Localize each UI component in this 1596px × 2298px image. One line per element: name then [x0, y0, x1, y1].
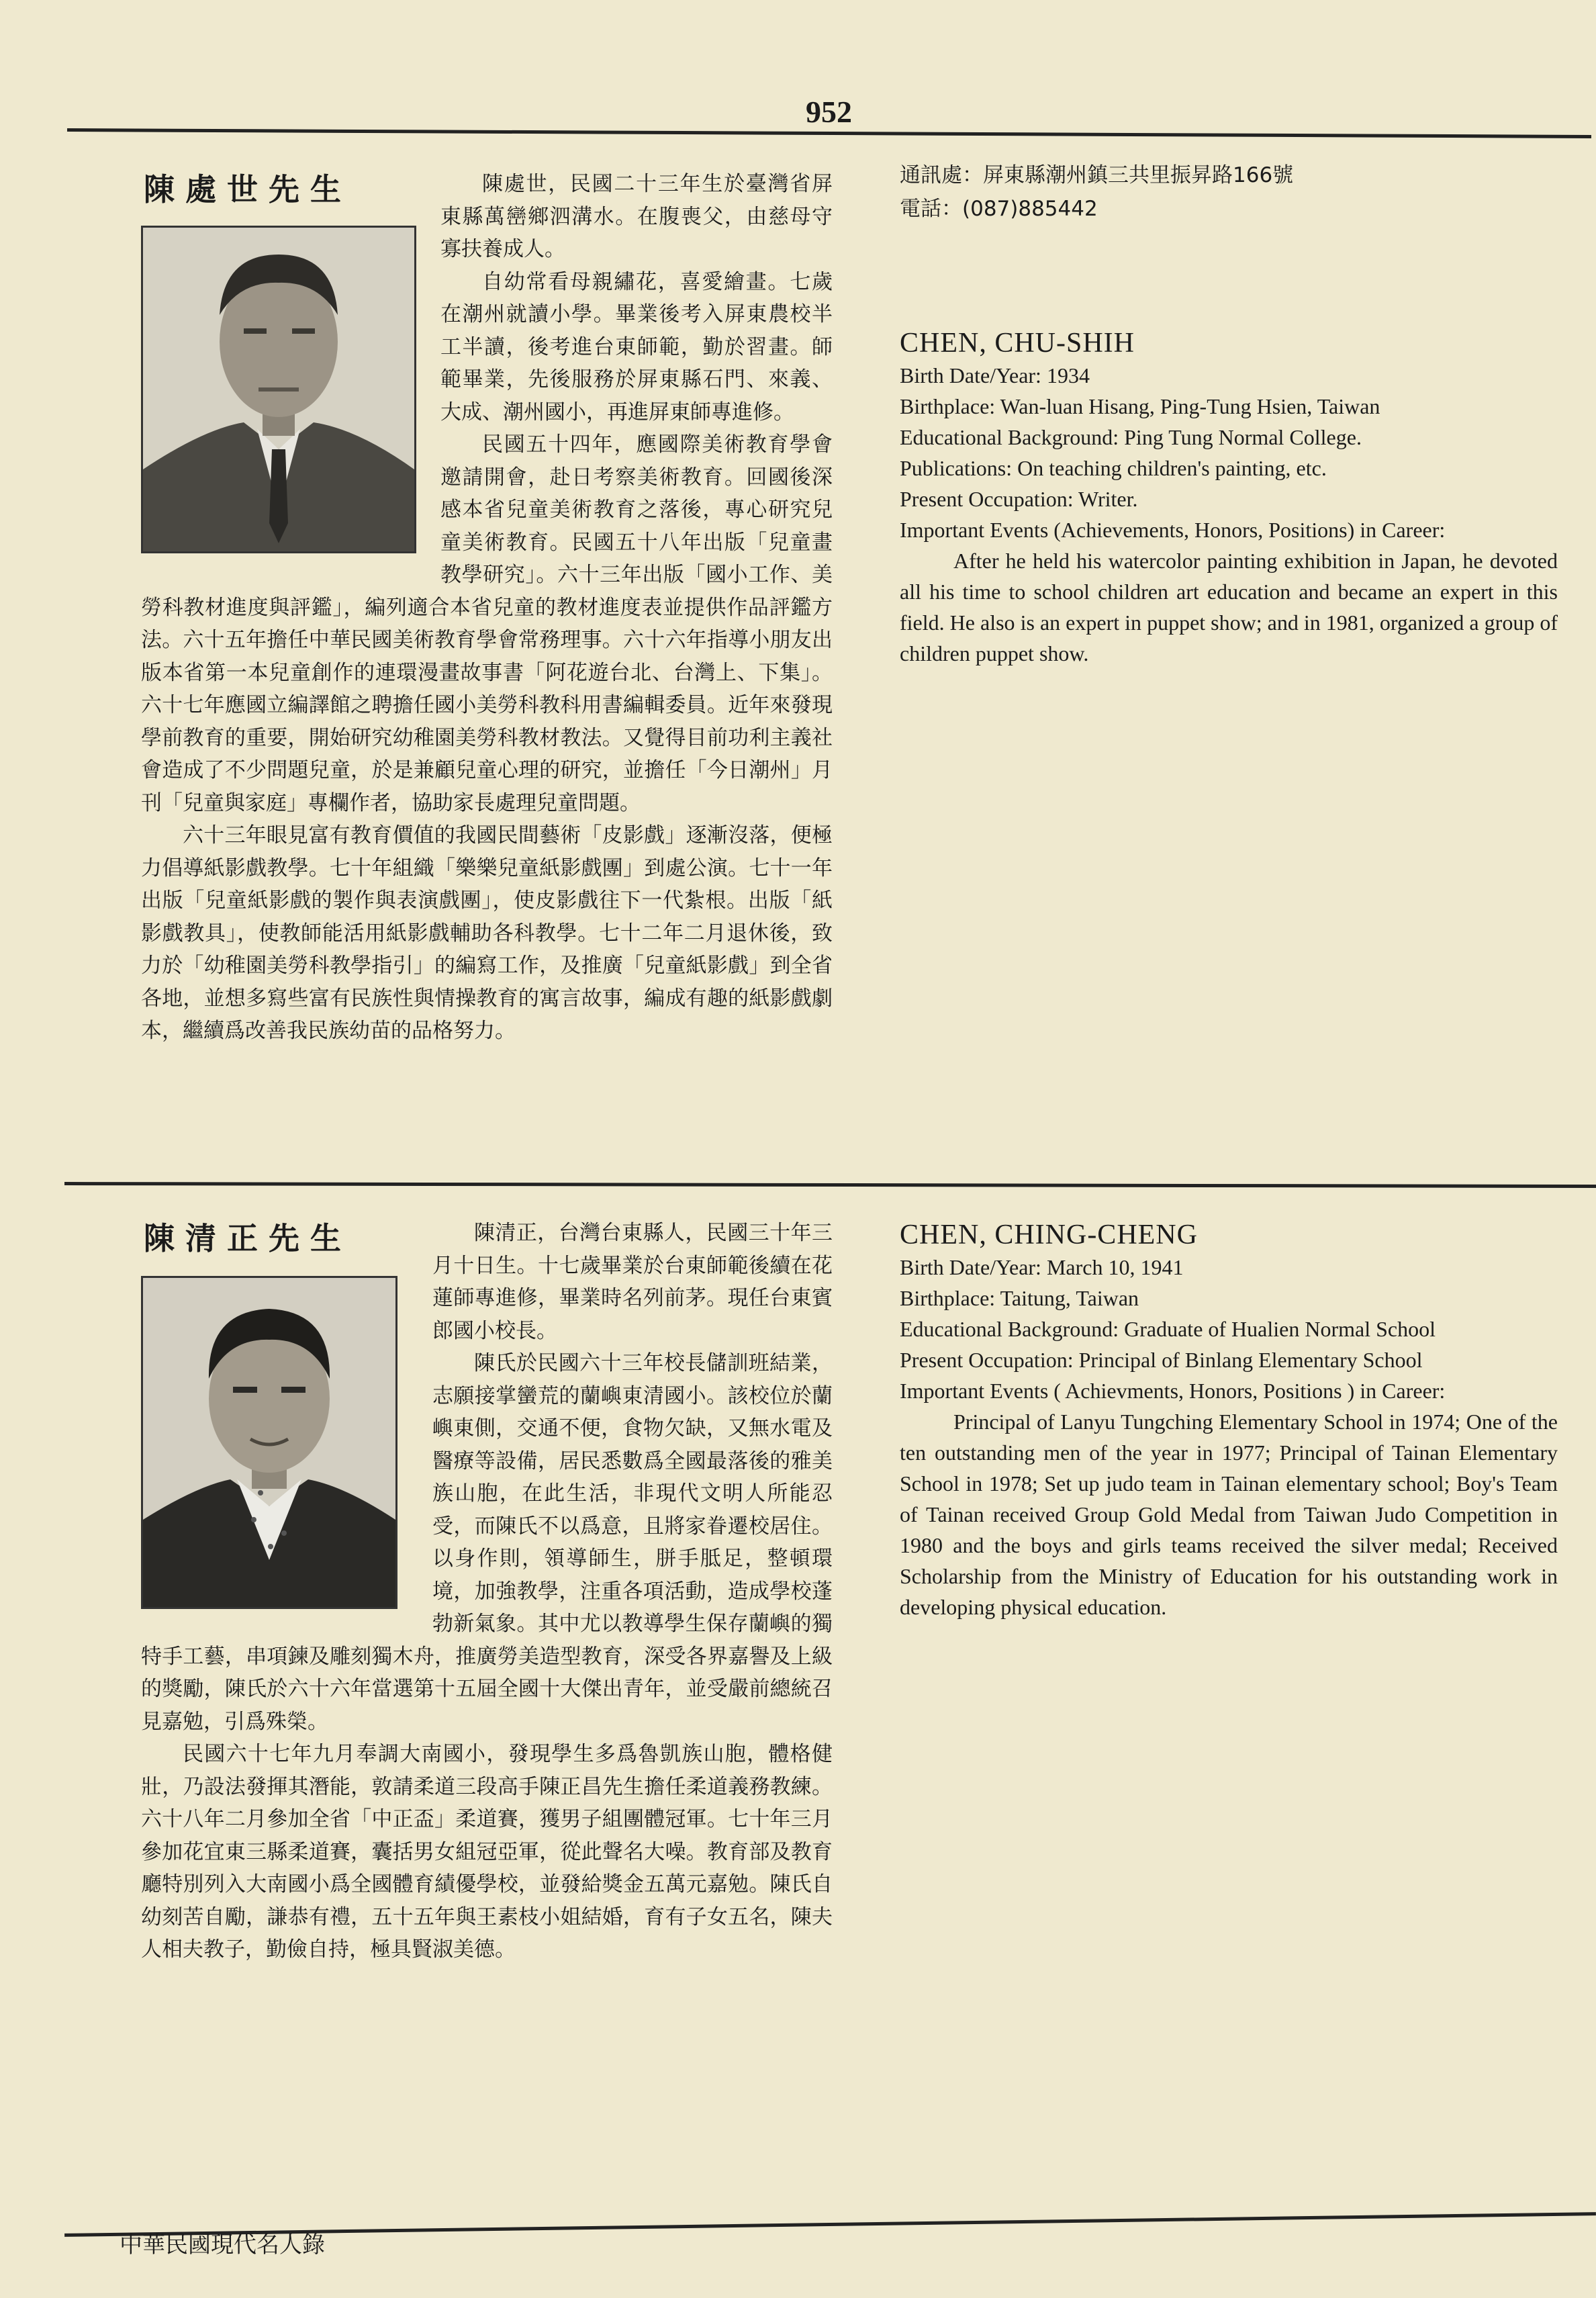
- entry2-name-zh: 陳清正先生: [144, 1220, 352, 1256]
- entry1-name-zh: 陳處世先生: [144, 171, 352, 208]
- entry2-birthplace: Birthplace: Taitung, Taiwan: [900, 1286, 1139, 1310]
- entry1-contact-address: 通訊處：屏東縣潮州鎮三共里振昇路166號: [900, 163, 1294, 187]
- entry1-bio-paragraph: 自幼常看母親繡花，喜愛繪畫。七歲在潮州就讀小學。畢業後考入屏東農校半工半讀，後考進台東師範，勤於習畫。師範畢業，先後服務於屏東縣石門、來義、大成、潮州國小，再進屏東師專進修。: [440, 269, 833, 424]
- entry1-contact: [900, 158, 1293, 226]
- entry1-bio-zh: [141, 168, 833, 1048]
- page-number: 952: [806, 95, 852, 129]
- entry1-occupation: Present Occupation: Writer.: [900, 487, 1138, 511]
- entry1-publications: Publications: On teaching children's painting, etc.: [900, 456, 1327, 480]
- entry1-contact-phone: 電話：(087)885442: [900, 197, 1098, 221]
- entry2-bio-zh: [141, 1217, 833, 1966]
- entry1-bio-paragraph: 六十三年眼見富有教育價值的我國民間藝術「皮影戲」逐漸沒落，便極力倡導紙影戲教學。七十年組織「樂樂兒童紙影戲團」到處公演。七十一年出版「兒童紙影戲的製作與表演戲團」，使皮影戲往下一代紮根。出版「紙影戲教具」，使教師能活用紙影戲輔助各科教學。七十二年二月退休後，致力於「幼稚園美勞科教學指引」的編寫工作，及推廣「兒童紙影戲」到全省各地，並想多寫些富有民族性與情操教育的寓言故事，編成有趣的紙影戲劇本，繼續爲改善我民族幼苗的品格努力。: [141, 823, 833, 1043]
- entry1-name-en: CHEN, CHU-SHIH: [900, 328, 1135, 359]
- entry1-bio-paragraph: 民國五十四年，應國際美術教育學會邀請開會，赴日考察美術教育。回國後深感本省兒童美術教育之落後，專心研究兒童美術教育。民國五十八年出版「兒童畫教學研究」。六十三年出版「國小工作、美勞科教材進度與評鑑」，編列適合本省兒童的教材進度表並提供作品評鑑方法。六十五年擔任中華民國美術教育學會常務理事。六十六年指導小朋友出版本省第一本兒童創作的連環漫畫故事書「阿花遊台北、台灣上、下集」。六十七年應國立編譯館之聘擔任國小美勞科教科用書編輯委員。近年來發現學前教育的重要，開始研究幼稚園美勞科教材教法。又覺得目前功利主義社會造成了不少問題兒童，於是兼顧兒童心理的研究，並擔任「今日潮州」月刊「兒童與家庭」專欄作者，協助家長處理兒童問題。: [141, 432, 833, 815]
- section-divider: [64, 1182, 1596, 1188]
- entry2-bio-paragraph: 民國六十七年九月奉調大南國小，發現學生多爲魯凱族山胞，體格健壯，乃設法發揮其潛能，敦請柔道三段高手陳正昌先生擔任柔道義務教練。六十八年二月參加全省「中正盃」柔道賽，獲男子組團體冠軍。七十年三月參加花宜東三縣柔道賽，囊括男女組冠亞軍，從此聲名大噪。教育部及教育廳特別列入大南國小爲全國體育績優學校，並發給獎金五萬元嘉勉。陳氏自幼刻苦自勵，謙恭有禮，五十五年與王素枝小姐結婚，育有子女五名，陳夫人相夫教子，勤儉自持，極具賢淑美德。: [141, 1742, 833, 1962]
- entry1-education: Educational Background: Ping Tung Normal College.: [900, 425, 1362, 449]
- entry1-bio-paragraph: 陳處世，民國二十三年生於臺灣省屏東縣萬巒鄉泗溝水。在腹喪父，由慈母守寡扶養成人。: [440, 172, 833, 261]
- entry1-english-block: [900, 328, 1558, 669]
- entry1-birth: Birth Date/Year: 1934: [900, 363, 1090, 387]
- entry2-english-block: [900, 1220, 1558, 1622]
- entry1-birthplace: Birthplace: Wan-luan Hisang, Ping-Tung Hsien, Taiwan: [900, 394, 1380, 418]
- entry2-events-label: Important Events ( Achievments, Honors, Positions ) in Career:: [900, 1379, 1446, 1403]
- footer-book-title: 中華民國現代名人錄: [120, 2232, 325, 2258]
- entry2-occupation: Present Occupation: Principal of Binlang Elementary School: [900, 1348, 1423, 1372]
- entry1-events: After he held his watercolor painting exhibition in Japan, he devoted all his time to school children art education and became an expert in this field. He also is an expert in puppet show; and in 1981, organized a group of children puppet show.: [900, 549, 1558, 665]
- top-rule: [67, 128, 1591, 138]
- entry2-bio-paragraph: 陳清正，台灣台東縣人，民國三十年三月十日生。十七歲畢業於台東師範後續在花蓮師專進修，畢業時名列前茅。現任台東賓郎國小校長。: [432, 1221, 833, 1343]
- entry2-name-en: CHEN, CHING-CHENG: [900, 1220, 1198, 1250]
- entry1-events-label: Important Events (Achievements, Honors, Positions) in Career:: [900, 518, 1446, 542]
- entry2-education: Educational Background: Graduate of Hualien Normal School: [900, 1317, 1436, 1341]
- entry2-bio-paragraph: 陳氏於民國六十三年校長儲訓班結業，志願接掌蠻荒的蘭嶼東清國小。該校位於蘭嶼東側，交通不便，食物欠缺，又無水電及醫療等設備，居民悉數爲全國最落後的雅美族山胞，在此生活，非現代文明人所能忍受，而陳氏不以爲意，且將家眷遷校居住。以身作則，領導師生，胼手胝足，整頓環境，加強教學，注重各項活動，造成學校蓬勃新氣象。其中尤以教導學生保存蘭嶼的獨特手工藝，串項鍊及雕刻獨木舟，推廣勞美造型教育，深受各界嘉譽及上級的獎勵，陳氏於六十六年當選第十五屆全國十大傑出青年，並受嚴前總統召見嘉勉，引爲殊榮。: [141, 1351, 833, 1734]
- entry2-birth: Birth Date/Year: March 10, 1941: [900, 1255, 1184, 1279]
- entry2-events: Principal of Lanyu Tungching Elementary School in 1974; One of the ten outstanding men of the year in 1977; Principal of Tainan Elementary School in 1978; Set up judo team in Tainan elementary school; Boy's Team of Tainan received Group Gold Medal from Taiwan Judo Competition in 1980 and the boys and girls teams received the silver medal; Received Scholarship from the Ministry of Education for his outstanding work in developing physical education.: [900, 1410, 1558, 1619]
